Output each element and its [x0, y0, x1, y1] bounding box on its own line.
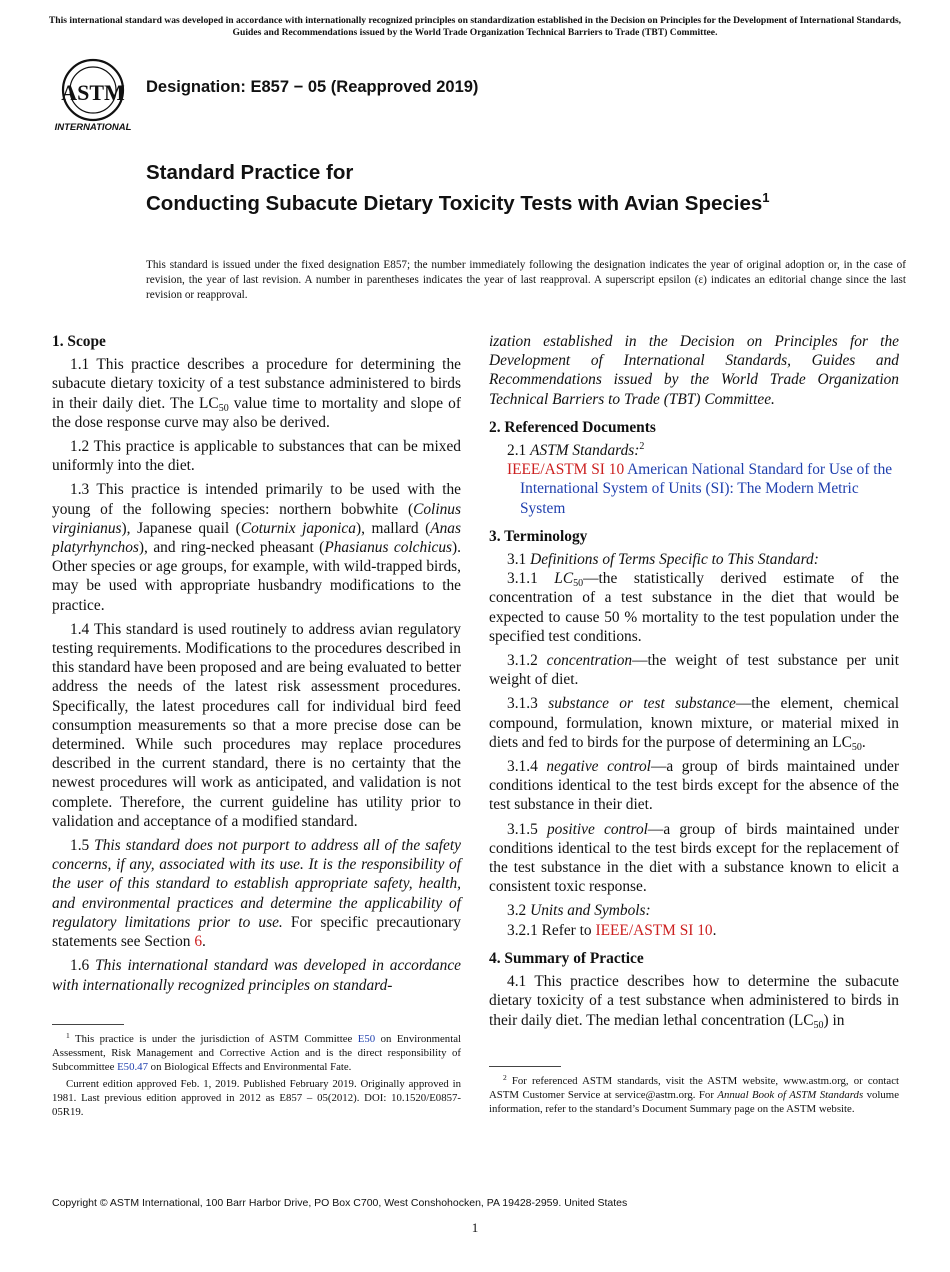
footnote-2-mark[interactable]: 2 — [639, 441, 645, 453]
footnote-2 — [489, 1074, 899, 1119]
astm-logo — [52, 56, 134, 134]
paragraph-1-5: 1.5 This standard does not purport to address all of the safety concerns, if any, associated with its use. It is the responsibility of the user of this standard to establish appropriate safety, health, and environmental practices and determine the applicability of regulatory limitations prior to use. For specific precautionary statements see Section 6. — [52, 837, 462, 951]
reference-ieee-astm-si-10 — [489, 460, 899, 518]
paragraph-3-2-1: 3.2.1 Refer to IEEE/ASTM SI 10. — [507, 921, 717, 939]
ref-title-link[interactable]: American National Standard for Use of the International System of Units (SI): The Modern Metric System — [520, 461, 893, 517]
section-heading-summary: 4. Summary of Practice — [489, 949, 644, 967]
copyright-line: Copyright © ASTM International, 100 Barr Harbor Drive, PO Box C700, West Conshohocken, PA 19428-2959. United States — [52, 1197, 628, 1209]
paragraph-1-4: 1.4 This standard is used routinely to address avian regulatory testing requirements. Modifications to the procedures described in this standard have been proposed and are being evaluated to better address the needs of the latest risk assessment procedures. Specifically, the latest procedures call for individual bird feed consumption measurements so that a more precise dose can be determined. While such procedures may replace procedures described in the current standard, there is no certainty that the newest procedures will work as anticipated, and validation is not complete. Therefore, the current guideline has utility prior to validation and acceptance of a modified standard. — [52, 620, 461, 830]
section-heading-scope: 1. Scope — [52, 333, 106, 350]
paragraph-1-2: 1.2 This practice is applicable to substances that can be mixed uniformly into the diet. — [52, 438, 461, 475]
astm-logo-word: INTERNATIONAL — [54, 122, 132, 133]
right-column — [489, 332, 899, 1035]
committee-e50-link[interactable]: E50 — [357, 1033, 376, 1045]
section-heading-terminology: 3. Terminology — [489, 527, 588, 545]
paragraph-4-1: 4.1 This practice describes how to determine the subacute dietary toxicity of a test substance when administered to birds in their daily diet. The median lethal concentration $(LC_{50})$ in — [489, 973, 899, 1031]
footnote-2-text: $^2$ For referenced ASTM standards, visit the ASTM website, www.astm.org, or contact ASTM Customer Service at service@astm.org. For Annual Book of ASTM Standards volume information, refer to the standard’s Document Summary page on the ASTM website. — [489, 1073, 899, 1115]
left-column — [52, 332, 461, 1000]
title-line-2: Conducting Subacute Dietary Toxicity Tests with Avian Species$^1$ — [146, 190, 770, 215]
si-10-link[interactable]: IEEE/ASTM SI 10 — [595, 921, 713, 939]
paragraph-3-1: 3.1 Definitions of Terms Specific to This Standard: — [507, 551, 819, 569]
title-footnote-mark[interactable]: 1 — [762, 190, 770, 205]
paragraph-1-3: 1.3 This practice is intended primarily to be used with the young of the following species: northern bobwhite (Colinus virginianus), Japanese quail (Coturnix japonica), mallard (Anas platyrhynchos), and ring-necked pheasant (Phasianus colchicus). Other species or age groups, for example, with wild-trapped birds, may be used with appropriate husbandry modifications to the practice. — [52, 481, 461, 614]
paragraph-3-1-2: 3.1.2 concentration—the weight of test substance per unit weight of diet. — [489, 652, 899, 689]
paragraph-1-6-part-a: 1.6 This international standard was developed in accordance with internationally recognized principles on standard- — [52, 957, 461, 994]
paragraph-3-1-4: 3.1.4 negative control—a group of birds maintained under conditions identical to the test birds except for the absence of the test substance in their diet. — [489, 758, 899, 814]
wto-notice: This international standard was developed in accordance with internationally recognized principles on standardization established in the Decision on Principles for the Development of International Standards, Guides and Recommendations issued by the World Trade Organization Technical Barriers to Trade (TBT) Committee. — [48, 15, 902, 38]
footnote-1 — [52, 1032, 461, 1122]
footnote-rule-right — [489, 1066, 561, 1067]
ref-code-link[interactable]: IEEE/ASTM SI 10 — [507, 461, 625, 479]
footnote-rule-left — [52, 1024, 124, 1025]
paragraph-3-2: 3.2 Units and Symbols: — [507, 902, 651, 920]
footnote-1-jurisdiction: $^1$ This practice is under the jurisdiction of ASTM Committee E50 on Environmental Assessment, Risk Management and Corrective Action and is the direct responsibility of Subcommittee E50.47 on Biological Effects and Environmental Fate. — [52, 1031, 461, 1073]
title-line-1: Standard Practice for — [146, 161, 354, 184]
astm-logo-letters: ASTM — [61, 80, 125, 105]
paragraph-1-6-part-b: ization established in the Decision on Principles for the Development of International Standards, Guides and Recommendations issued by the World Trade Organization Technical Barriers to Trade (TBT) Committee. — [489, 333, 899, 408]
document-title — [146, 160, 886, 216]
paragraph-3-1-1: 3.1.1 $LC_{50}—the$ statistically derived estimate of the concentration of a test substance in the diet that would be expected to cause 50 % mortality to the test population under the specified test conditions. — [489, 570, 899, 645]
paragraph-3-1-5: 3.1.5 positive control—a group of birds maintained under conditions identical to the test birds except for the replacement of the test substance in the diet with a substance known to elicit a consistent toxic response. — [489, 820, 899, 896]
section-heading-referenced-documents: 2. Referenced Documents — [489, 418, 656, 436]
footnote-1-edition: Current edition approved Feb. 1, 2019. Published February 2019. Originally approved in 1981. Last previous edition approved in 2012 as E857 – 05(2012). DOI: 10.1520/E0857-05R19. — [52, 1078, 461, 1118]
subcommittee-e50-47-link[interactable]: E50.47 — [117, 1061, 148, 1073]
paragraph-1-1: 1.1 This practice describes a procedure for determining the subacute dietary toxicity of a test substance administered to birds in their daily diet. The $LC_{50}$ value time to mortality and slope of the dose response curve may also be derived. — [52, 356, 461, 431]
page-number: 1 — [471, 1220, 479, 1235]
designation: Designation: E857 − 05 (Reapproved 2019) — [146, 78, 479, 96]
section-6-link[interactable]: 6 — [194, 933, 203, 951]
paragraph-3-1-3: 3.1.3 substance or test substance—the element, chemical compound, formulation, known mixture, or material mixed in diets and fed to birds for the purpose of determining an $LC_{50}$. — [489, 695, 900, 753]
paragraph-2-1: 2.1 ASTM Standards:$^2$ — [507, 441, 645, 460]
issuance-note: This standard is issued under the fixed designation E857; the number immediately following the designation indicates the year of original adoption or, in the case of revision, the year of last revision. A number in parentheses indicates the year of last reapproval. A superscript epsilon (ε) indicates an editorial change since the last revision or reapproval. — [146, 259, 906, 301]
